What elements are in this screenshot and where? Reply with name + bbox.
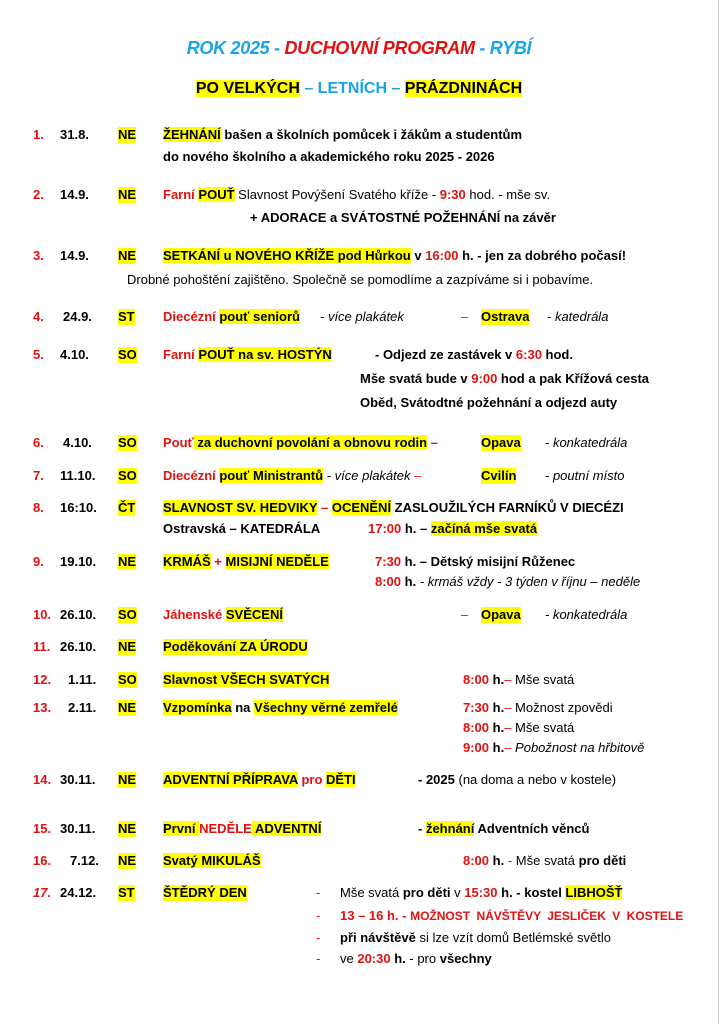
- title-place: - RYBÍ: [474, 38, 532, 58]
- item-description: Slavnost VŠECH SVATÝCH: [163, 672, 330, 687]
- item-place: Opava: [481, 435, 521, 450]
- item-time-line-2: 8:00 h. - krmáš vždy - 3 týden v říjnu – neděle: [375, 574, 641, 589]
- item-number: 7.: [33, 468, 44, 483]
- item-description: Jáhenské SVĚCENÍ: [163, 607, 283, 622]
- item-day: ST: [118, 309, 135, 324]
- item-date: 26.10.: [60, 607, 97, 622]
- item-place: Ostrava: [481, 309, 530, 324]
- item-description-line-2: Ostravská – KATEDRÁLA: [163, 521, 321, 536]
- item-number: 2.: [33, 187, 44, 202]
- item-description: ŽEHNÁNÍ bašen a školních pomůcek i žákům a studentům: [163, 127, 523, 142]
- item-description: Vzpomínka na Všechny věrné zemřelé: [163, 700, 398, 715]
- item-description-line-2: do nového školního a akademického roku 2025 - 2026: [163, 149, 495, 164]
- bullet-dash: -: [316, 930, 321, 945]
- item-number: 12.: [33, 672, 52, 687]
- item-description: Pouť za duchovní povolání a obnovu rodin –: [163, 435, 438, 450]
- item-detail-line-2: 13 – 16 h. - MOŽNOST NÁVŠTĚVY JESLIČEK V KOSTELE: [340, 908, 684, 923]
- subtitle-part-2: – LETNÍCH –: [299, 80, 405, 97]
- page-title: [0, 38, 718, 59]
- item-day: NE: [118, 187, 137, 202]
- item-detail-line-2: Mše svatá bude v 9:00 hod a pak Křížová cesta: [360, 371, 650, 386]
- title-year: ROK 2025 -: [186, 38, 285, 58]
- item-description: Farní POUŤ na sv. HOSTÝN: [163, 347, 332, 362]
- item-place: Cvilín: [481, 468, 517, 483]
- item-description: SETKÁNÍ u NOVÉHO KŘÍŽE pod Hůrkou v 16:00 h. - jen za dobrého počasí!: [163, 248, 627, 263]
- bullet-dash: -: [316, 951, 321, 966]
- item-day: NE: [118, 821, 137, 836]
- item-time: 7:30 h.– Možnost zpovědi: [463, 700, 613, 715]
- item-date: 7.12.: [70, 853, 99, 868]
- item-description: ADVENTNÍ PŘÍPRAVA pro DĚTI: [163, 772, 356, 787]
- item-day: SO: [118, 468, 137, 483]
- item-number: 3.: [33, 248, 44, 263]
- item-description: SLAVNOST SV. HEDVIKY – OCENĚNÍ ZASLOUŽILÝCH FARNÍKŮ V DIECÉZI: [163, 500, 624, 515]
- item-note: - více plakátek: [320, 309, 404, 324]
- item-detail-line-4: ve 20:30 h. - pro všechny: [340, 951, 492, 966]
- item-date: 4.10.: [63, 435, 92, 450]
- item-day: SO: [118, 435, 137, 450]
- item-day: NE: [118, 853, 137, 868]
- item-description-line-2: + ADORACE a SVÁTOSTNÉ POŽEHNÁNÍ na závěr: [250, 210, 556, 225]
- item-detail: - 2025 (na doma a nebo v kostele): [418, 772, 617, 787]
- item-separator: –: [461, 309, 469, 324]
- item-day: ST: [118, 885, 135, 900]
- item-place-note: - poutní místo: [545, 468, 625, 483]
- bullet-dash: -: [316, 908, 321, 923]
- item-number: 13.: [33, 700, 52, 715]
- item-day: NE: [118, 554, 137, 569]
- item-time: 8:00 h.– Mše svatá: [463, 672, 575, 687]
- item-number: 1.: [33, 127, 44, 142]
- item-number: 4.: [33, 309, 44, 324]
- item-day: NE: [118, 700, 137, 715]
- subtitle-part-3: PRÁZDNINÁCH: [404, 80, 523, 97]
- item-date: 11.10.: [60, 468, 96, 483]
- item-number: 14.: [33, 772, 52, 787]
- item-day: SO: [118, 672, 137, 687]
- item-date: 24.12.: [60, 885, 97, 900]
- item-description: Farní POUŤ Slavnost Povýšení Svatého kříže - 9:30 hod. - mše sv.: [163, 187, 551, 202]
- item-number: 11.: [33, 639, 51, 654]
- item-description: ŠTĚDRÝ DEN: [163, 885, 247, 900]
- item-date: 30.11.: [60, 772, 96, 787]
- item-place: Opava: [481, 607, 521, 622]
- item-detail: - Odjezd ze zastávek v 6:30 hod.: [375, 347, 573, 362]
- item-time: 8:00 h. - Mše svatá pro děti: [463, 853, 627, 868]
- item-number: 10.: [33, 607, 52, 622]
- item-number: 6.: [33, 435, 44, 450]
- item-day: NE: [118, 639, 137, 654]
- item-time: 7:30 h. – Dětský misijní Růženec: [375, 554, 576, 569]
- item-place-note: - konkatedrála: [545, 435, 628, 450]
- subtitle-part-1: PO VELKÝCH: [195, 80, 300, 97]
- item-description: První NEDĚLE ADVENTNÍ: [163, 821, 322, 836]
- item-place-note: - konkatedrála: [545, 607, 628, 622]
- item-date: 31.8.: [60, 127, 89, 142]
- item-detail: - žehnání Adventních věnců: [418, 821, 590, 836]
- item-date: 14.9.: [60, 248, 89, 263]
- item-date: 2.11.: [68, 700, 97, 715]
- item-date: 16:10.: [60, 500, 97, 515]
- item-number: 16.: [33, 853, 52, 868]
- item-day: ČT: [118, 500, 136, 515]
- item-description: Diecézní pouť seniorů: [163, 309, 300, 324]
- item-number: 15.: [33, 821, 52, 836]
- item-day: NE: [118, 772, 137, 787]
- item-description-line-2: Drobné pohoštění zajištěno. Společně se pomodlíme a zazpíváme si i pobavíme.: [127, 272, 594, 287]
- page-subtitle: [0, 80, 718, 98]
- item-date: 14.9.: [60, 187, 89, 202]
- title-main: DUCHOVNÍ PROGRAM: [284, 38, 475, 58]
- item-date: 19.10.: [60, 554, 97, 569]
- item-date: 24.9.: [63, 309, 92, 324]
- item-number: 5.: [33, 347, 44, 362]
- item-separator: –: [461, 607, 469, 622]
- item-detail-line-3: Oběd, Svátodtné požehnání a odjezd auty: [360, 395, 618, 410]
- item-day: NE: [118, 248, 137, 263]
- item-number: 8.: [33, 500, 44, 515]
- item-date: 1.11.: [68, 672, 97, 687]
- item-date: 26.10.: [60, 639, 97, 654]
- item-description: Diecézní pouť Ministrantů - více plakátek –: [163, 468, 422, 483]
- item-description: KRMÁŠ + MISIJNÍ NEDĚLE: [163, 554, 329, 569]
- item-day: NE: [118, 127, 137, 142]
- item-detail-line-3: při návštěvě si lze vzít domů Betlémské světlo: [340, 930, 611, 945]
- item-place-note: - katedrála: [547, 309, 609, 324]
- item-time-line-3: 9:00 h.– Pobožnost na hřbitově: [463, 740, 645, 755]
- bullet-dash: -: [316, 885, 321, 900]
- item-day: SO: [118, 607, 137, 622]
- item-time-line-2: 8:00 h.– Mše svatá: [463, 720, 575, 735]
- item-date: 30.11.: [60, 821, 96, 836]
- item-day: SO: [118, 347, 137, 362]
- item-time: 17:00 h. – začíná mše svatá: [368, 521, 538, 536]
- item-description: Svatý MIKULÁŠ: [163, 853, 261, 868]
- item-number: 17.: [33, 885, 52, 900]
- item-detail: Mše svatá pro děti v 15:30 h. - kostel LIBHOŠŤ: [340, 885, 623, 900]
- item-date: 4.10.: [60, 347, 89, 362]
- item-description: Poděkování ZA ÚRODU: [163, 639, 308, 654]
- item-number: 9.: [33, 554, 44, 569]
